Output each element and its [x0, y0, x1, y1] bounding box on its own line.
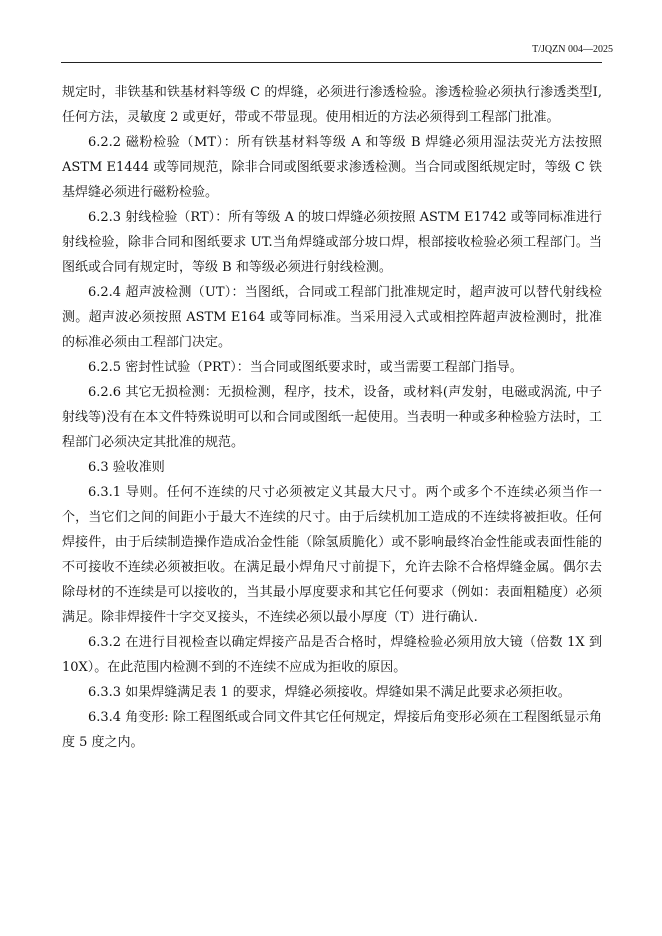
- paragraph-6-2-3: 6.2.3 射线检验（RT）：所有等级 A 的坡口焊缝必须按照 ASTM E1742 或等同标准进行射线检验，除非合同和图纸要求 UT.当角焊缝或部分坡口焊，根部接收检验必须工程部门。当图纸或合同有规定时，等级 B 和等级必须进行射线检测。: [62, 210, 602, 275]
- section-heading-6-3: 6.3 验收准则: [88, 460, 165, 475]
- paragraph-6-3-3: 6.3.3 如果焊缝满足表 1 的要求，焊缝必须接收。焊缝如果不满足此要求必须拒收。: [88, 685, 571, 700]
- paragraph-6-2-2: 6.2.2 磁粉检验（MT）：所有铁基材料等级 A 和等级 B 焊缝必须用湿法荧光方法按照 ASTM E1444 或等同规范，除非合同或图纸要求渗透检测。当合同或图纸规定时，等级 C 铁基焊缝必须进行磁粉检验。: [62, 135, 602, 200]
- paragraph-6-2-6: 6.2.6 其它无损检测：无损检测，程序，技术，设备，或材料(声发射，电磁或涡流, 中子射线等)没有在本文件特殊说明可以和合同或图纸一起使用。当表明一种或多种检验方法时，工程部门必须决定其批准的规范。: [62, 385, 602, 450]
- header-divider: [61, 62, 602, 63]
- document-body: [62, 80, 602, 755]
- paragraph-continuation: 规定时，非铁基和铁基材料等级 C 的焊缝，必须进行渗透检验。渗透检验必须执行渗透类型Ⅰ,任何方法，灵敏度 2 或更好，带或不带显现。使用相近的方法必须得到工程部门批准。: [62, 85, 602, 125]
- paragraph-6-3-4: 6.3.4 角变形: 除工程图纸或合同文件其它任何规定，焊接后角变形必须在工程图纸显示角度 5 度之内。: [62, 710, 602, 750]
- paragraph-6-2-5: 6.2.5 密封性试验（PRT）：当合同或图纸要求时，或当需要工程部门指导。: [88, 360, 523, 375]
- document-number: T/JQZN 004—2025: [532, 44, 613, 55]
- paragraph-6-3-2: 6.3.2 在进行目视检查以确定焊接产品是否合格时，焊缝检验必须用放大镜（倍数 1X 到 10X）。在此范围内检测不到的不连续不应成为拒收的原因。: [62, 635, 602, 675]
- paragraph-6-3-1: 6.3.1 导则。任何不连续的尺寸必须被定义其最大尺寸。两个或多个不连续必须当作一个，当它们之间的间距小于最大不连续的尺寸。由于后续机加工造成的不连续将被拒收。任何焊接件，由于后续制造操作造成冶金性能（除氢质脆化）或不影响最终冶金性能或表面性能的不可接收不连续必须被拒收。在满足最小焊角尺寸前提下，允许去除不合格焊缝金属。偶尔去除母材的不连续是可以接收的，当其最小厚度要求和其它任何要求（例如：表面粗糙度）必须满足。除非焊接件十字交叉接头，不连续必须以最小厚度（T）进行确认.: [62, 485, 602, 625]
- paragraph-6-2-4: 6.2.4 超声波检测（UT）：当图纸，合同或工程部门批准规定时，超声波可以替代射线检测。超声波必须按照 ASTM E164 或等同标准。当采用浸入式或相控阵超声波检测时，批准的标准必须由工程部门决定。: [62, 285, 602, 350]
